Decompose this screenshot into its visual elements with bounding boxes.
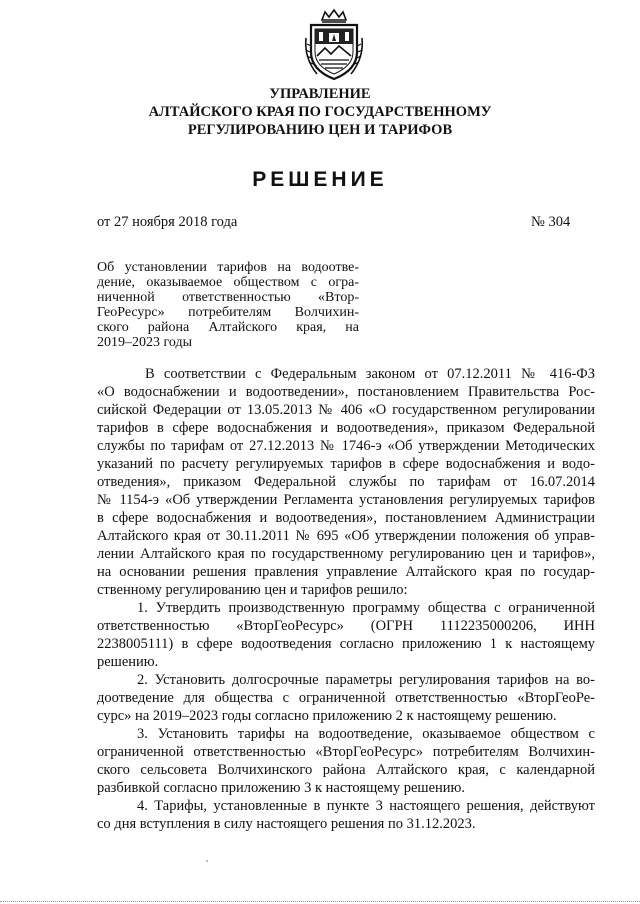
preamble-paragraph — [97, 365, 595, 599]
text-line: решению. — [97, 654, 159, 670]
decision-item-1 — [97, 599, 595, 671]
text-line: Алтайского края от 30.11.2011 № 695 «Об утверждении положения об управ- — [97, 528, 595, 544]
document-body — [97, 365, 595, 833]
text-line: 4. Тарифы, установленные в пункте 3 настоящего решения, действуют — [137, 798, 595, 814]
subject-line: ниченной ответственностью «Втор- — [97, 290, 359, 305]
document-date: от 27 ноября 2018 года — [97, 214, 238, 230]
text-line: 1. Утвердить производственную программу общества с ограниченной — [137, 600, 595, 616]
text-line: В соответствии с Федеральным законом от 07.12.2011 № 416-ФЗ — [145, 366, 595, 382]
text-line: «О водоснабжении и водоотведении», постановлением Правительства Рос- — [97, 384, 595, 400]
org-name-line2: АЛТАЙСКОГО КРАЯ ПО ГОСУДАРСТВЕННОМУ — [148, 104, 492, 120]
decision-item-4 — [97, 797, 595, 833]
subject-line: Об установлении тарифов на водоотве- — [97, 260, 359, 275]
text-line: указаний по расчету регулируемых тарифов в сфере водоснабжения и водо- — [97, 456, 595, 472]
text-line: отведения», приказом Федеральной службы по тарифам от 16.07.2014 — [97, 474, 595, 490]
text-line: тарифов в сфере водоснабжения и водоотведения», приказом Федеральной — [97, 420, 595, 436]
text-line: ственному регулированию цен и тарифов решило: — [97, 582, 408, 598]
document-number: № 304 — [531, 214, 571, 230]
text-line: на основании решения правления управление Алтайского края по государ- — [97, 564, 595, 580]
org-name-line1: УПРАВЛЕНИЕ — [269, 86, 371, 102]
page-bottom-rule — [0, 901, 640, 902]
subject-line: ГеоРесурс» потребителям Волчихин- — [97, 305, 359, 320]
subject-line: ского района Алтайского края, на — [97, 320, 359, 335]
decision-item-3 — [97, 725, 595, 797]
text-line: разбивкой согласно приложению 3 к настоящему решению. — [97, 780, 465, 796]
coat-of-arms-icon — [303, 8, 365, 82]
org-name-line3: РЕГУЛИРОВАНИЮ ЦЕН И ТАРИФОВ — [187, 122, 453, 138]
text-line: лении Алтайского края по государственному регулированию цен и тарифов», — [97, 546, 595, 562]
text-line: службы по тарифам от 27.12.2013 № 1746-э «Об утверждении Методических — [97, 438, 595, 454]
document-title: РЕШЕНИЕ — [252, 168, 388, 191]
text-line: сийской Федерации от 13.05.2013 № 406 «О государственном регулировании — [97, 402, 595, 418]
subject-block — [97, 260, 359, 350]
subject-line: 2019–2023 годы — [97, 335, 193, 350]
text-line: сурс» на 2019–2023 годы согласно приложению 2 к настоящему решению. — [97, 708, 557, 724]
text-line: № 1154-э «Об утверждении Регламента установления регулируемых тарифов — [97, 492, 595, 508]
text-line: 2238005111) в сфере водоотведения согласно приложению 1 к настоящему — [97, 636, 595, 652]
text-line: доотведение для общества с ограниченной ответственностью «ВторГеоРе- — [97, 690, 595, 706]
scan-speck — [206, 860, 208, 862]
text-line: 2. Установить долгосрочные параметры регулирования тарифов на во- — [137, 672, 595, 688]
text-line: ограниченной ответственностью «ВторГеоРесурс» потребителям Волчихин- — [97, 744, 595, 760]
subject-line: дение, оказываемое обществом с огра- — [97, 275, 359, 290]
text-line: ского сельсовета Волчихинского района Алтайского края, с календарной — [97, 762, 595, 778]
text-line: в сфере водоснабжения и водоотведения», постановлением Администрации — [97, 510, 595, 526]
text-line: ответственностью «ВторГеоРесурс» (ОГРН 1112235000206, ИНН — [97, 618, 595, 634]
text-line: со дня вступления в силу настоящего решения по 31.12.2023. — [97, 816, 476, 832]
decision-item-2 — [97, 671, 595, 725]
text-line: 3. Установить тарифы на водоотведение, оказываемое обществом с — [137, 726, 595, 742]
